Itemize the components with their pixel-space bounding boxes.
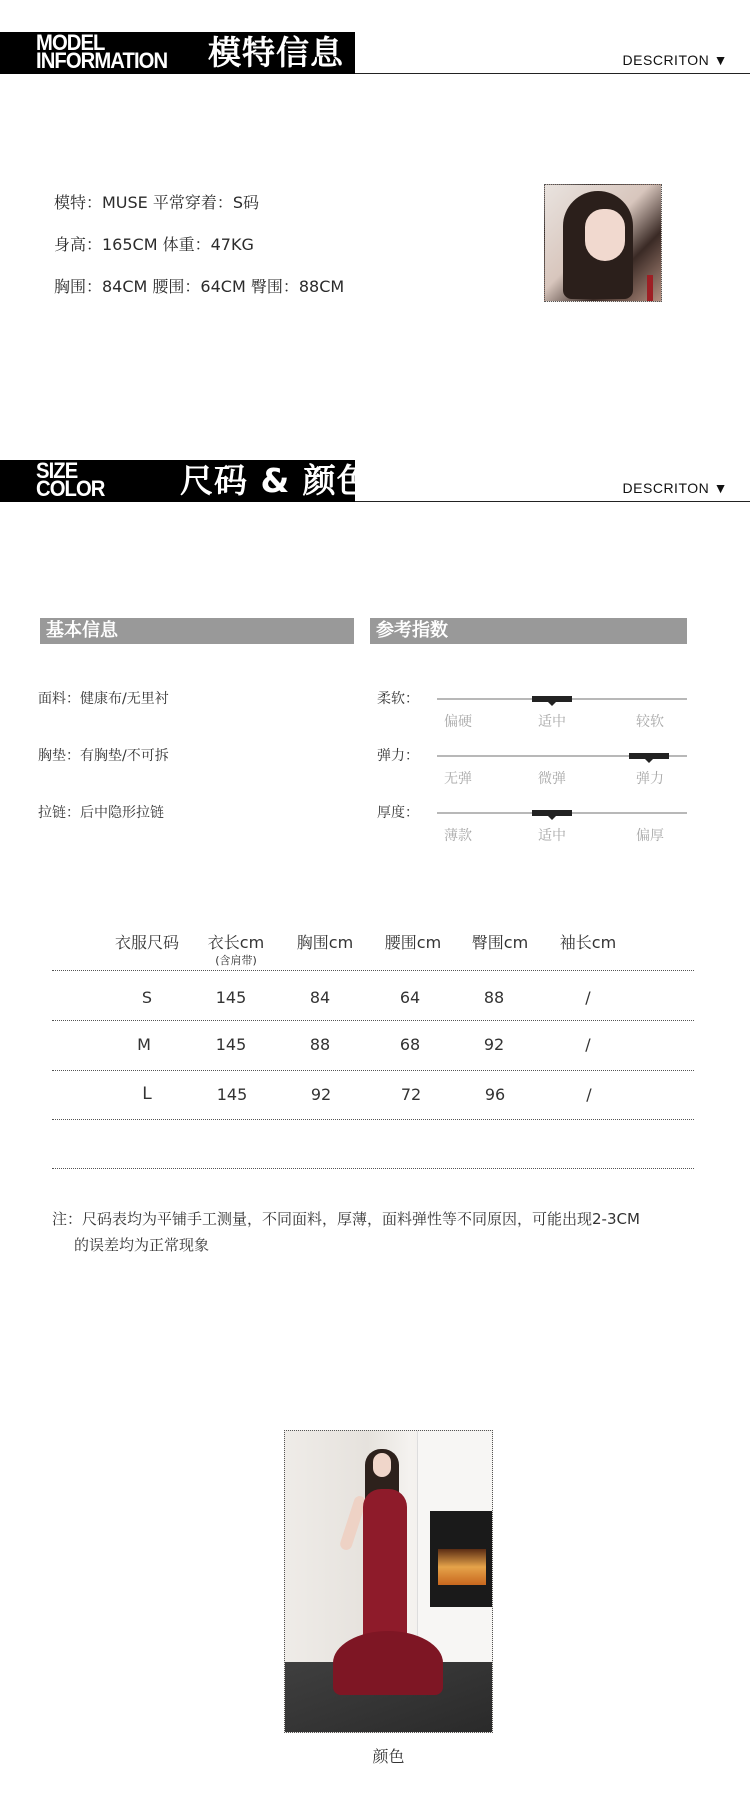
header-divider [355, 501, 750, 502]
header-title-en: MODEL INFORMATION [36, 30, 168, 73]
cell-hip: 96 [484, 1085, 506, 1104]
thickness-tick-2: 适中 [538, 828, 566, 844]
softness-tick-1: 偏硬 [444, 714, 472, 730]
basic-info-heading: 基本信息 [40, 618, 354, 644]
col-header-bust: 胸围cm [296, 933, 354, 952]
cell-bust: 88 [309, 1035, 331, 1054]
thickness-scale [437, 812, 687, 814]
elasticity-scale [437, 755, 687, 757]
reference-heading: 参考指数 [370, 618, 687, 644]
model-info-row-1: 模特：MUSE 平常穿着：S码 [54, 193, 260, 212]
fabric-spec: 面料：健康布/无里衬 [38, 691, 169, 707]
table-divider [52, 1020, 694, 1021]
cell-sleeve: / [585, 988, 591, 1007]
description-dropdown[interactable]: DESCRITON ▼ [622, 52, 728, 68]
softness-tick-2: 适中 [538, 714, 566, 730]
cell-waist: 64 [399, 988, 421, 1007]
col-header-length: 衣长cm [207, 933, 265, 952]
cell-waist: 72 [400, 1085, 422, 1104]
size-note: 注：尺码表均为平铺手工测量，不同面料，厚薄，面料弹性等不同原因，可能出现2-3CM 的误差均为正常现象 [52, 1210, 640, 1254]
thickness-marker [532, 810, 572, 816]
model-portrait [544, 184, 662, 302]
header-divider [355, 73, 750, 74]
header-title-cn: 模特信息 [208, 33, 344, 72]
cell-length: 145 [216, 1085, 248, 1104]
elasticity-marker [629, 753, 669, 759]
cell-bust: 84 [309, 988, 331, 1007]
softness-label: 柔软： [377, 691, 419, 707]
photo-caption: 颜色 [372, 1747, 405, 1766]
table-divider [52, 1168, 694, 1169]
table-divider [52, 1070, 694, 1071]
col-header-waist: 腰围cm [384, 933, 442, 952]
elasticity-label: 弹力： [377, 748, 419, 764]
cell-sleeve: / [586, 1085, 592, 1104]
zipper-spec: 拉链：后中隐形拉链 [38, 805, 164, 821]
cell-bust: 92 [310, 1085, 332, 1104]
elasticity-tick-2: 微弹 [538, 771, 566, 787]
cell-size: S [141, 988, 153, 1007]
description-dropdown[interactable]: DESCRITON ▼ [622, 480, 728, 496]
col-header-size: 衣服尺码 [114, 933, 179, 952]
model-info-row-3: 胸围：84CM 腰围：64CM 臀围：88CM [54, 277, 345, 296]
thickness-tick-1: 薄款 [444, 828, 472, 844]
col-header-sleeve: 袖长cm [559, 933, 617, 952]
softness-scale [437, 698, 687, 700]
dress-color-photo [284, 1430, 493, 1733]
size-table [52, 930, 694, 1172]
header-title-cn: 尺码 & 颜色 [180, 461, 371, 500]
cell-waist: 68 [399, 1035, 421, 1054]
cell-length: 145 [215, 1035, 247, 1054]
softness-marker [532, 696, 572, 702]
model-info-header [0, 32, 750, 74]
cell-size: L [142, 1084, 152, 1104]
table-divider [52, 970, 694, 971]
col-header-length-note: (含肩带) [215, 954, 257, 967]
model-info-row-2: 身高：165CM 体重：47KG [54, 235, 254, 254]
softness-tick-3: 较软 [636, 714, 664, 730]
col-header-hip: 臀围cm [471, 933, 529, 952]
thickness-label: 厚度： [377, 805, 419, 821]
elasticity-tick-1: 无弹 [444, 771, 472, 787]
header-title-en: SIZE COLOR [36, 458, 105, 501]
size-color-header [0, 460, 750, 502]
table-divider [52, 1119, 694, 1120]
cell-hip: 88 [483, 988, 505, 1007]
cell-size: M [137, 1035, 151, 1054]
cell-hip: 92 [483, 1035, 505, 1054]
cell-length: 145 [215, 988, 247, 1007]
pad-spec: 胸垫：有胸垫/不可拆 [38, 748, 169, 764]
cell-sleeve: / [585, 1035, 591, 1054]
thickness-tick-3: 偏厚 [636, 828, 664, 844]
elasticity-tick-3: 弹力 [636, 771, 664, 787]
